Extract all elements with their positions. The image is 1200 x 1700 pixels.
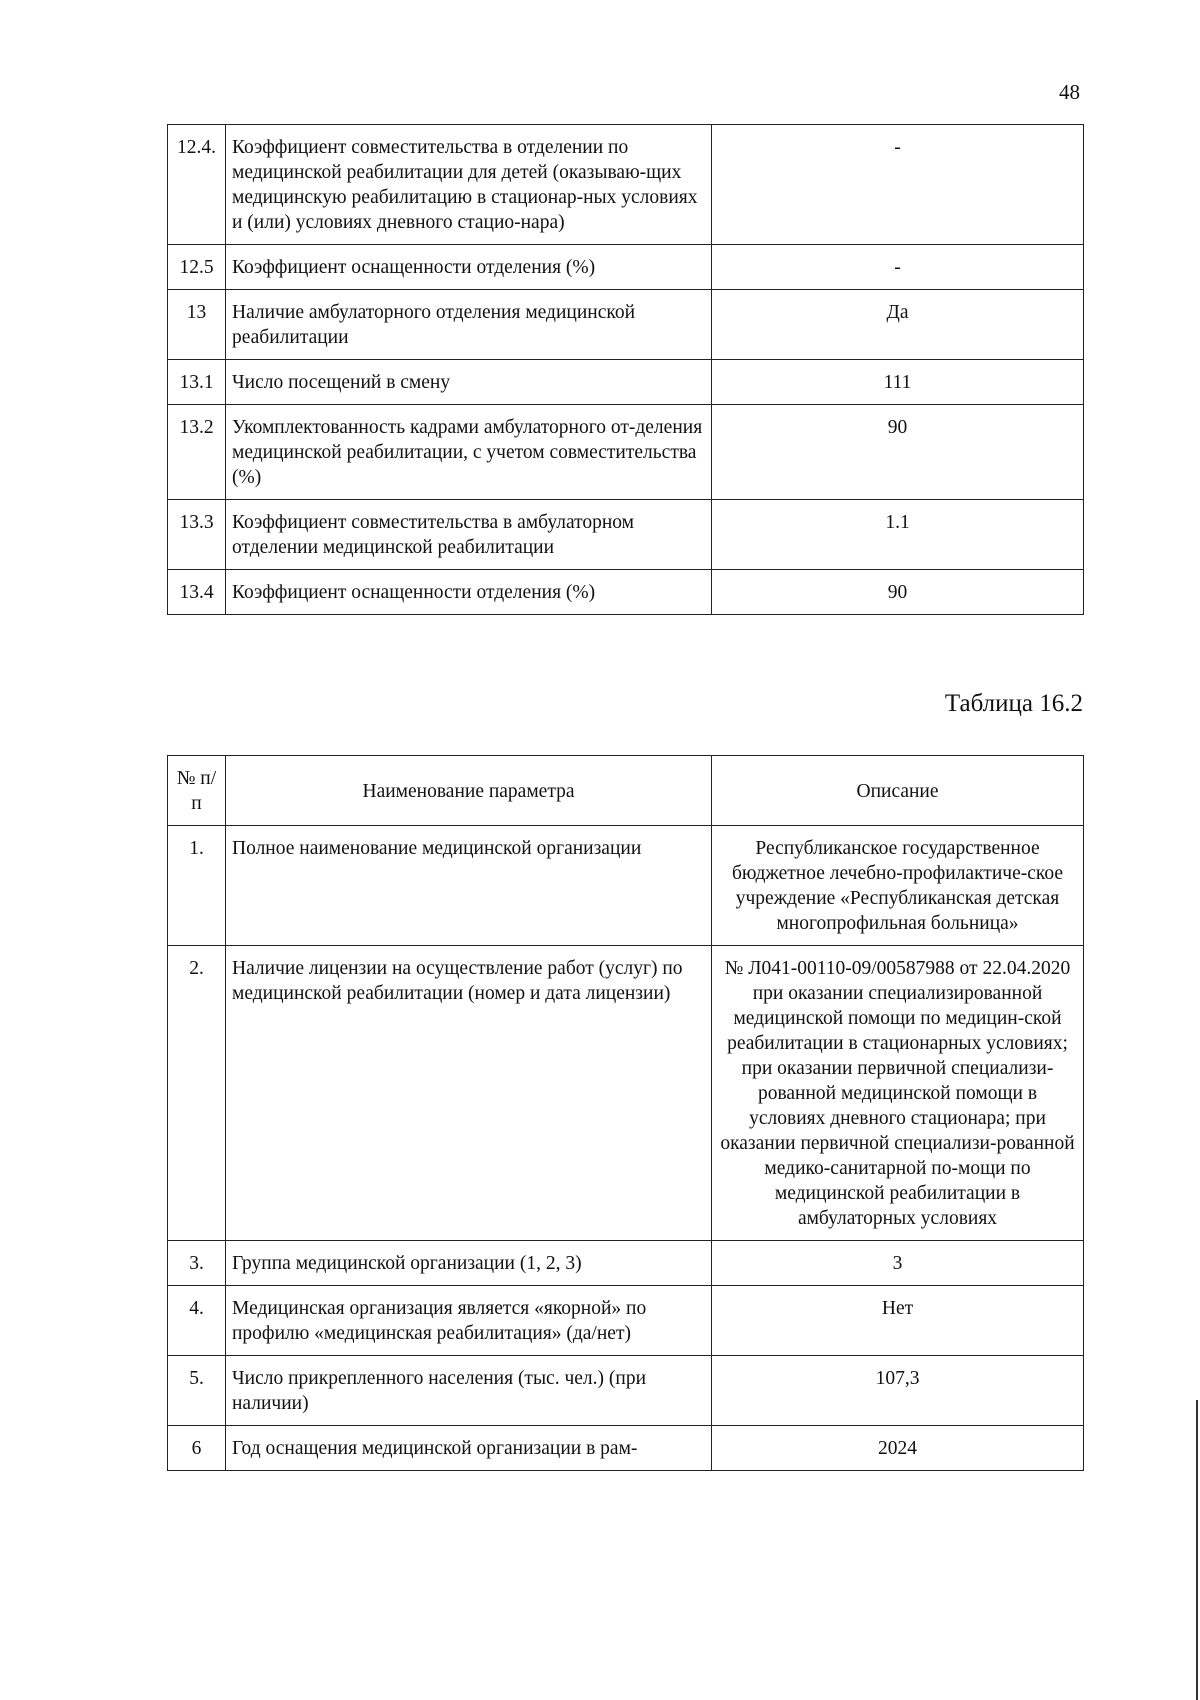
row-number: 13.3	[168, 500, 226, 570]
parameter-name: Число посещений в смену	[226, 360, 712, 405]
parameter-value: 111	[712, 360, 1084, 405]
parameter-value: -	[712, 245, 1084, 290]
parameter-name: Число прикрепленного населения (тыс. чел.) (при наличии)	[226, 1356, 712, 1426]
parameter-name: Год оснащения медицинской организации в рам-	[226, 1426, 712, 1471]
parameter-name: Медицинская организация является «якорной» по профилю «медицинская реабилитация» (да/нет)	[226, 1286, 712, 1356]
parameter-description: Республиканское государственное бюджетное лечебно-профилактиче-ское учреждение «Республиканская детская многопрофильная больница»	[712, 826, 1084, 946]
table-row	[168, 245, 1084, 290]
parameter-value: Да	[712, 290, 1084, 360]
table-row	[168, 946, 1084, 1241]
parameter-name: Наличие амбулаторного отделения медицинской реабилитации	[226, 290, 712, 360]
parameter-name: Коэффициент оснащенности отделения (%)	[226, 570, 712, 615]
row-number: 1.	[168, 826, 226, 946]
parameter-name: Коэффициент совместительства в амбулаторном отделении медицинской реабилитации	[226, 500, 712, 570]
header-number: № п/п	[168, 756, 226, 826]
table-row	[168, 290, 1084, 360]
parameter-name: Наличие лицензии на осуществление работ (услуг) по медицинской реабилитации (номер и дата лицензии)	[226, 946, 712, 1241]
row-number: 13	[168, 290, 226, 360]
page-number: 48	[1059, 80, 1080, 104]
parameter-description: 107,3	[712, 1356, 1084, 1426]
row-number: 12.4.	[168, 125, 226, 245]
parameter-value: 90	[712, 570, 1084, 615]
row-number: 13.4	[168, 570, 226, 615]
table-row	[168, 1286, 1084, 1356]
table-row	[168, 405, 1084, 500]
parameter-value: 90	[712, 405, 1084, 500]
row-number: 13.2	[168, 405, 226, 500]
parameter-name: Полное наименование медицинской организации	[226, 826, 712, 946]
row-number: 12.5	[168, 245, 226, 290]
scan-edge-mark	[1196, 1400, 1198, 1700]
table-row	[168, 826, 1084, 946]
parameter-description: № Л041-00110-09/00587988 от 22.04.2020 при оказании специализированной медицинской помощи по медицин-ской реабилитации в стационарных условиях; при оказании первичной специализи-рованной медицинской помощи в условиях дневного стационара; при оказании первичной специализи-рованной медико-санитарной по-мощи по медицинской реабилитации в амбулаторных условиях	[712, 946, 1084, 1241]
row-number: 3.	[168, 1241, 226, 1286]
table-row	[168, 500, 1084, 570]
header-description: Описание	[712, 756, 1084, 826]
header-parameter-name: Наименование параметра	[226, 756, 712, 826]
row-number: 5.	[168, 1356, 226, 1426]
table-row	[168, 360, 1084, 405]
table-row	[168, 1426, 1084, 1471]
table-row	[168, 1241, 1084, 1286]
table-caption: Таблица 16.2	[944, 690, 1083, 717]
parameter-value: 1.1	[712, 500, 1084, 570]
parameter-value: -	[712, 125, 1084, 245]
parameter-name: Коэффициент оснащенности отделения (%)	[226, 245, 712, 290]
row-number: 2.	[168, 946, 226, 1241]
table-row	[168, 570, 1084, 615]
table-header-row	[168, 756, 1084, 826]
parameter-name: Укомплектованность кадрами амбулаторного от-деления медицинской реабилитации, с учетом совместительства (%)	[226, 405, 712, 500]
parameter-name: Коэффициент совместительства в отделении по медицинской реабилитации для детей (оказываю-щих медицинскую реабилитацию в стационар-ных условиях и (или) условиях дневного стацио-нара)	[226, 125, 712, 245]
row-number: 13.1	[168, 360, 226, 405]
parameters-table-continued	[167, 124, 1084, 615]
table-row	[168, 125, 1084, 245]
organization-table	[167, 755, 1084, 1471]
parameter-name: Группа медицинской организации (1, 2, 3)	[226, 1241, 712, 1286]
parameter-description: 3	[712, 1241, 1084, 1286]
table-row	[168, 1356, 1084, 1426]
row-number: 6	[168, 1426, 226, 1471]
parameter-description: Нет	[712, 1286, 1084, 1356]
parameter-description: 2024	[712, 1426, 1084, 1471]
row-number: 4.	[168, 1286, 226, 1356]
